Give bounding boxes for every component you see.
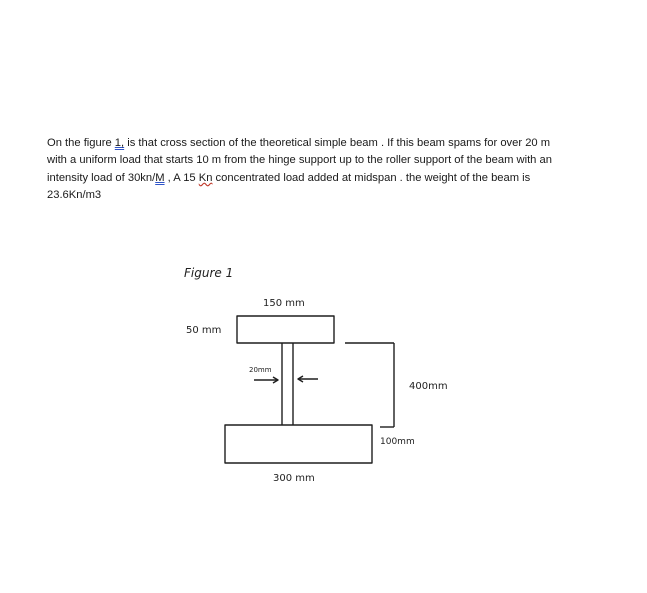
line1-pre: On the figure	[47, 137, 115, 149]
line3-mid: , A 15	[164, 171, 199, 184]
top-flange	[237, 316, 334, 343]
kn-unit: Kn	[198, 171, 213, 184]
load-unit: M	[155, 171, 165, 184]
problem-line-3	[47, 170, 622, 187]
web-arrow-left-head	[273, 377, 278, 383]
line1-comma: ,	[121, 137, 125, 149]
problem-line-2: with a uniform load that starts 10 m from the hinge support up to the roller support of the beam with an	[47, 154, 552, 167]
label-top-flange-width: 150 mm	[263, 298, 305, 309]
web-arrow-right-head	[298, 376, 303, 382]
line3-post: concentrated load added at midspan . the weight of the beam is	[212, 171, 531, 184]
label-bottom-flange-width: 300 mm	[273, 473, 315, 484]
line3-pre: intensity load of 30kn/	[47, 171, 156, 184]
problem-line-1	[47, 135, 622, 152]
line1-post: is that cross section of the theoretical simple beam . If this beam spams for over 20 m	[124, 137, 551, 149]
label-total-depth: 400mm	[409, 381, 448, 392]
figure-caption: Figure 1	[184, 266, 234, 280]
problem-statement	[47, 135, 622, 205]
label-top-flange-thickness: 50 mm	[186, 325, 222, 336]
label-web-thickness: 20mm	[249, 366, 272, 374]
figure-reference: 1	[114, 137, 122, 149]
bottom-flange	[225, 425, 372, 463]
label-bottom-flange-thickness: 100mm	[380, 437, 415, 447]
problem-line-4: 23.6Kn/m3	[47, 189, 102, 202]
